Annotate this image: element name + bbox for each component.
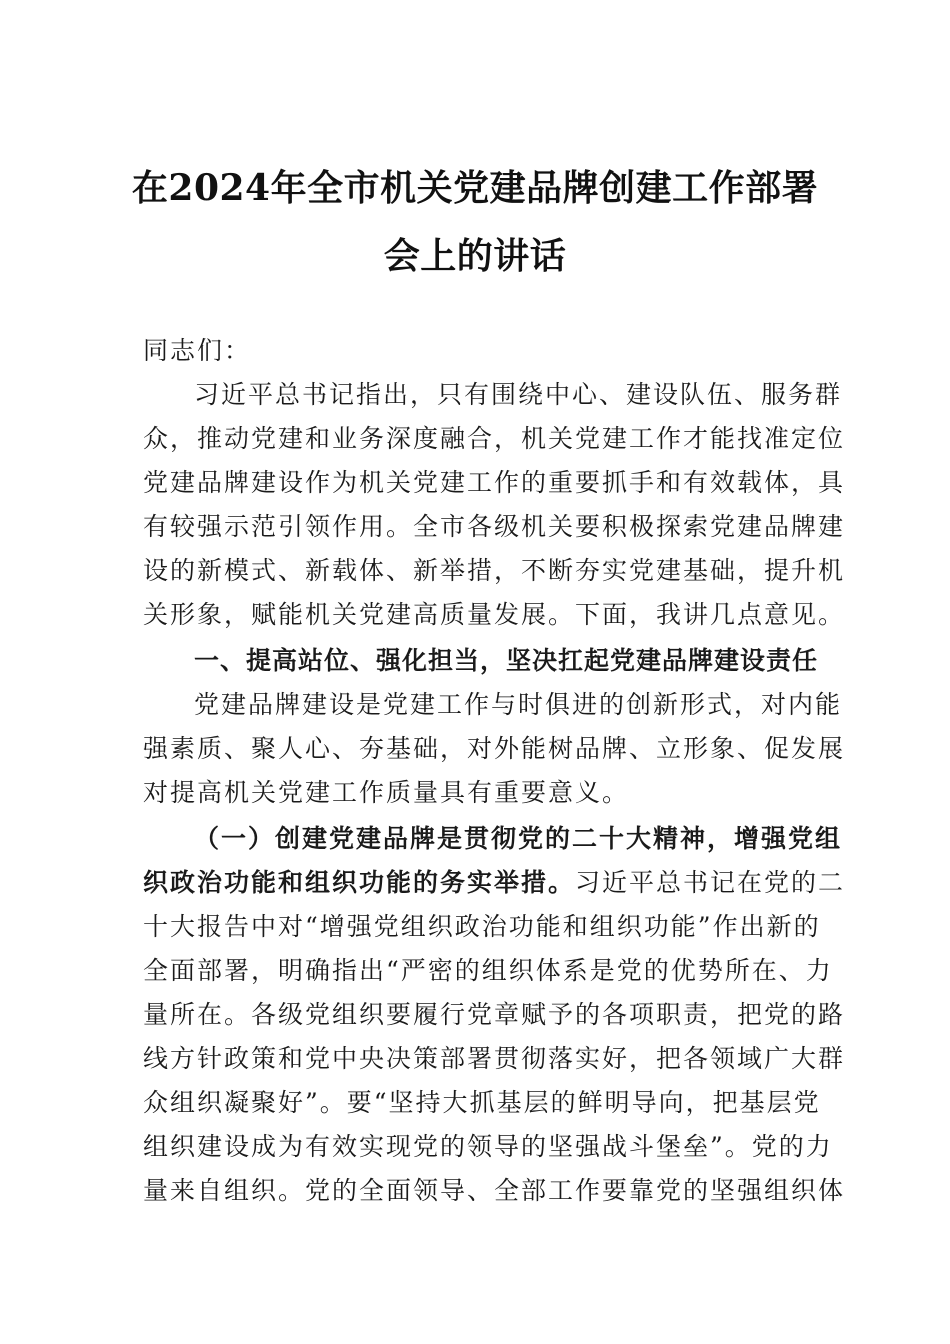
paragraph-line: 强素质、聚人心、夯基础，对外能树品牌、立形象、促发展 xyxy=(143,734,846,763)
paragraph-line: 有较强示范引领作用。全市各级机关要积极探索党建品牌建 xyxy=(143,512,846,541)
section-heading: 一、提高站位、强化担当，坚决扛起党建品牌建设责任 xyxy=(194,646,819,675)
paragraph-line-rest: 习近平总书记在党的二 xyxy=(575,868,846,897)
paragraph-line: 关形象，赋能机关党建高质量发展。下面，我讲几点意见。 xyxy=(143,600,846,629)
paragraph-line: 全面部署，明确指出“严密的组织体系是党的优势所在、力 xyxy=(143,956,833,985)
paragraph-line: 党建品牌建设作为机关党建工作的重要抓手和有效载体，具 xyxy=(143,468,846,497)
paragraph-line: 组织建设成为有效实现党的领导的坚强战斗堡垒”。党的力 xyxy=(143,1132,833,1161)
salutation: 同志们： xyxy=(143,336,252,365)
subsection-heading-tail: 织政治功能和组织功能的务实举措。 xyxy=(143,868,576,897)
paragraph-line: 量所在。各级党组织要履行党章赋予的各项职责，把党的路 xyxy=(143,1000,846,1029)
paragraph-line: 众组织凝聚好”。要“坚持大抓基层的鲜明导向，把基层党 xyxy=(143,1088,821,1117)
paragraph-line: 设的新模式、新载体、新举措，不断夯实党建基础，提升机 xyxy=(143,556,846,585)
paragraph-line: 党建品牌建设是党建工作与时俱进的创新形式，对内能 xyxy=(194,690,843,719)
document-title-line-2: 会上的讲话 xyxy=(383,235,567,277)
paragraph-line: 十大报告中对“增强党组织政治功能和组织功能”作出新的 xyxy=(143,912,821,941)
paragraph-line: 对提高机关党建工作质量具有重要意义。 xyxy=(143,778,630,807)
paragraph-line: 众，推动党建和业务深度融合，机关党建工作才能找准定位 xyxy=(143,424,846,453)
paragraph-line: 习近平总书记指出，只有围绕中心、建设队伍、服务群 xyxy=(194,380,843,409)
document-title-line-1: 在2024年全市机关党建品牌创建工作部署 xyxy=(131,167,819,209)
paragraph-line xyxy=(143,865,846,901)
paragraph-line: 量来自组织。党的全面领导、全部工作要靠党的坚强组织体 xyxy=(143,1176,846,1205)
paragraph-line: 线方针政策和党中央决策部署贯彻落实好，把各领域广大群 xyxy=(143,1044,846,1073)
subsection-heading: （一）创建党建品牌是贯彻党的二十大精神，增强党组 xyxy=(194,824,843,853)
